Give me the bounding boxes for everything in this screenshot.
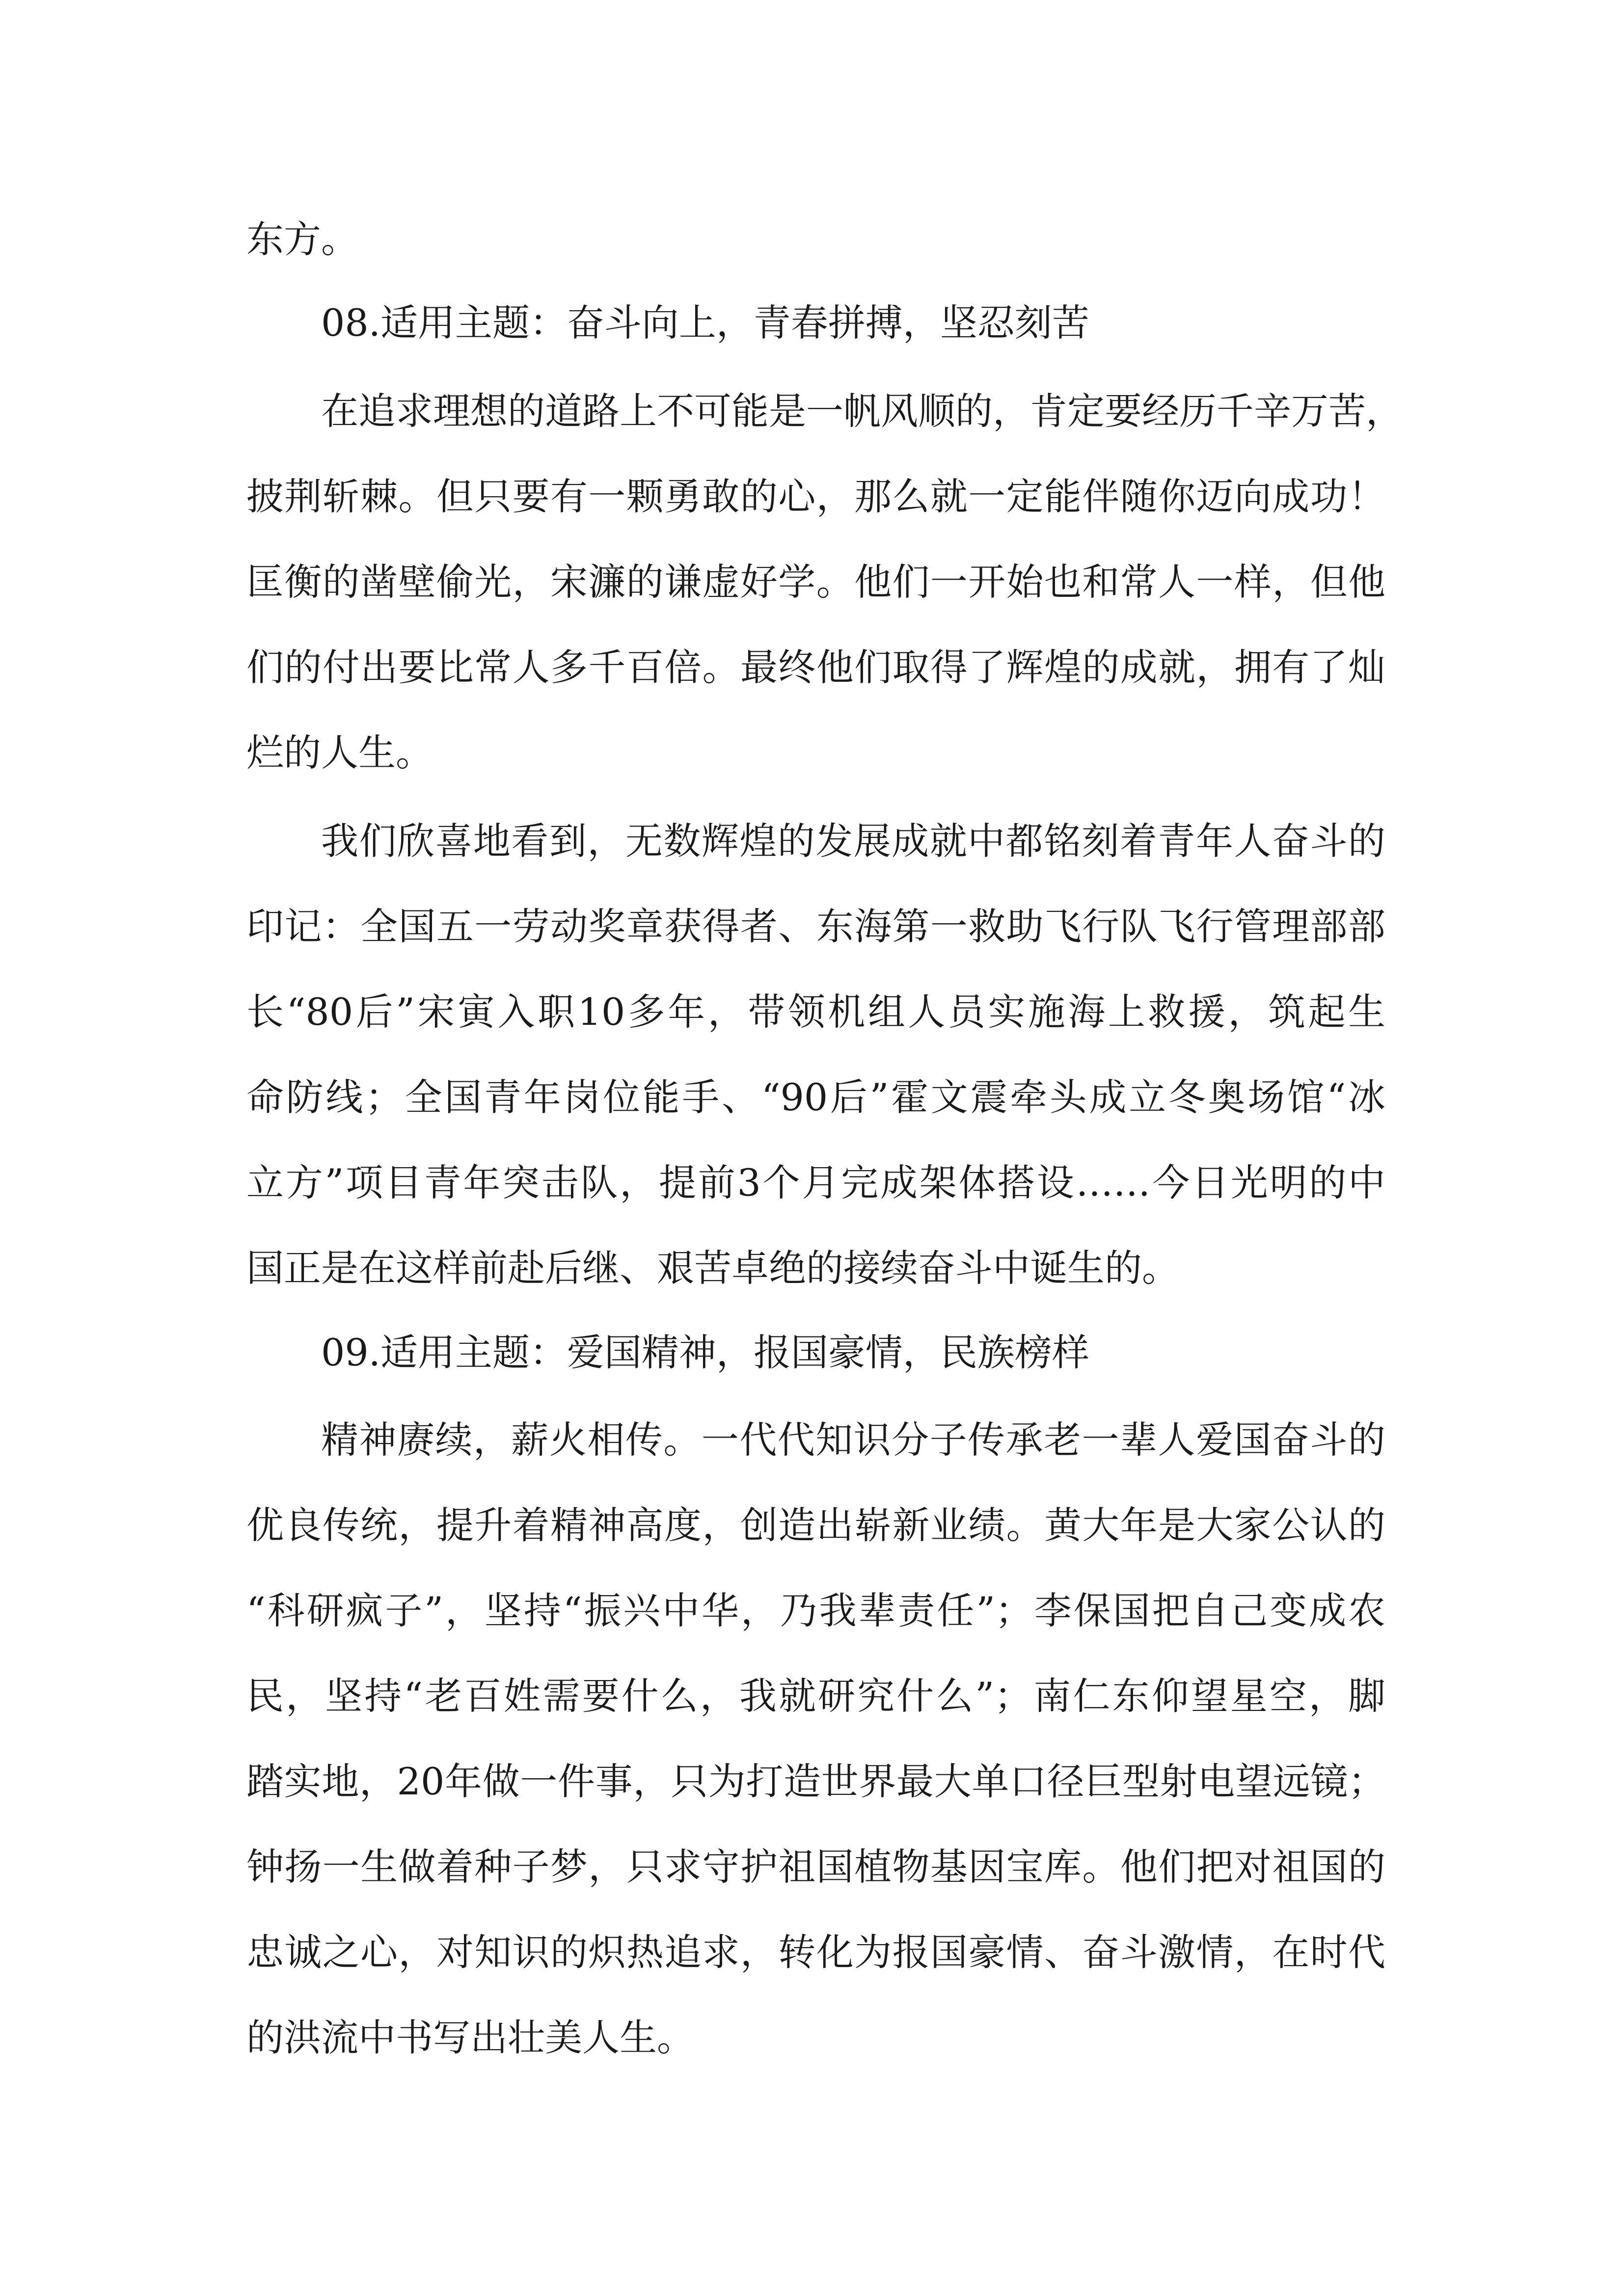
paragraph-line: 忠诚之心，对知识的炽热追求，转化为报国豪情、奋斗激情，在时代 [246,1930,1385,1974]
paragraph-line: 优良传统，提升着精神高度，创造出崭新业绩。黄大年是大家公认的 [246,1503,1385,1547]
paragraph-line: 钟扬一生做着种子梦，只求守护祖国植物基因宝库。他们把对祖国的 [246,1845,1385,1889]
section-heading: 08.适用主题：奋斗向上，青春拼搏，坚忍刻苦 [321,301,1089,345]
section-heading: 09.适用主题：爱国精神，报国豪情，民族榜样 [321,1331,1089,1374]
paragraph-line: 披荆斩棘。但只要有一颗勇敢的心，那么就一定能伴随你迈向成功！ [246,475,1385,518]
paragraph-line: 在追求理想的道路上不可能是一帆风顺的，肯定要经历千辛万苦， [321,389,1403,433]
paragraph-line: 印记：全国五一劳动奖章获得者、东海第一救助飞行队飞行管理部部 [246,905,1385,948]
paragraph-line: 东方。 [246,217,358,261]
paragraph-line: 精神赓续，薪火相传。一代代知识分子传承老一辈人爱国奋斗的 [321,1418,1385,1462]
paragraph-line: 立方”项目青年突击队，提前3个月完成架体搭设……今日光明的中 [246,1161,1385,1204]
paragraph-line: 我们欣喜地看到，无数辉煌的发展成就中都铭刻着青年人奋斗的 [321,819,1385,863]
paragraph-line: 的洪流中书写出壮美人生。 [246,2016,694,2059]
paragraph-line: 命防线；全国青年岗位能手、“90后”霍文震牵头成立冬奥场馆“冰 [246,1075,1385,1119]
paragraph-line: “科研疯子”，坚持“振兴中华，乃我辈责任”；李保国把自己变成农 [246,1589,1385,1632]
paragraph-line: 烂的人生。 [246,731,433,774]
paragraph-line: 长“80后”宋寅入职10多年，带领机组人员实施海上救援，筑起生 [246,990,1385,1034]
paragraph-line: 国正是在这样前赴后继、艰苦卓绝的接续奋斗中诞生的。 [246,1246,1179,1290]
paragraph-line: 民，坚持“老百姓需要什么，我就研究什么”；南仁东仰望星空，脚 [246,1674,1385,1718]
paragraph-line: 们的付出要比常人多千百倍。最终他们取得了辉煌的成就，拥有了灿 [246,645,1385,689]
paragraph-line: 踏实地，20年做一件事，只为打造世界最大单口径巨型射电望远镜； [246,1760,1385,1803]
paragraph-line: 匡衡的凿壁偷光，宋濂的谦虚好学。他们一开始也和常人一样，但他 [246,560,1385,604]
